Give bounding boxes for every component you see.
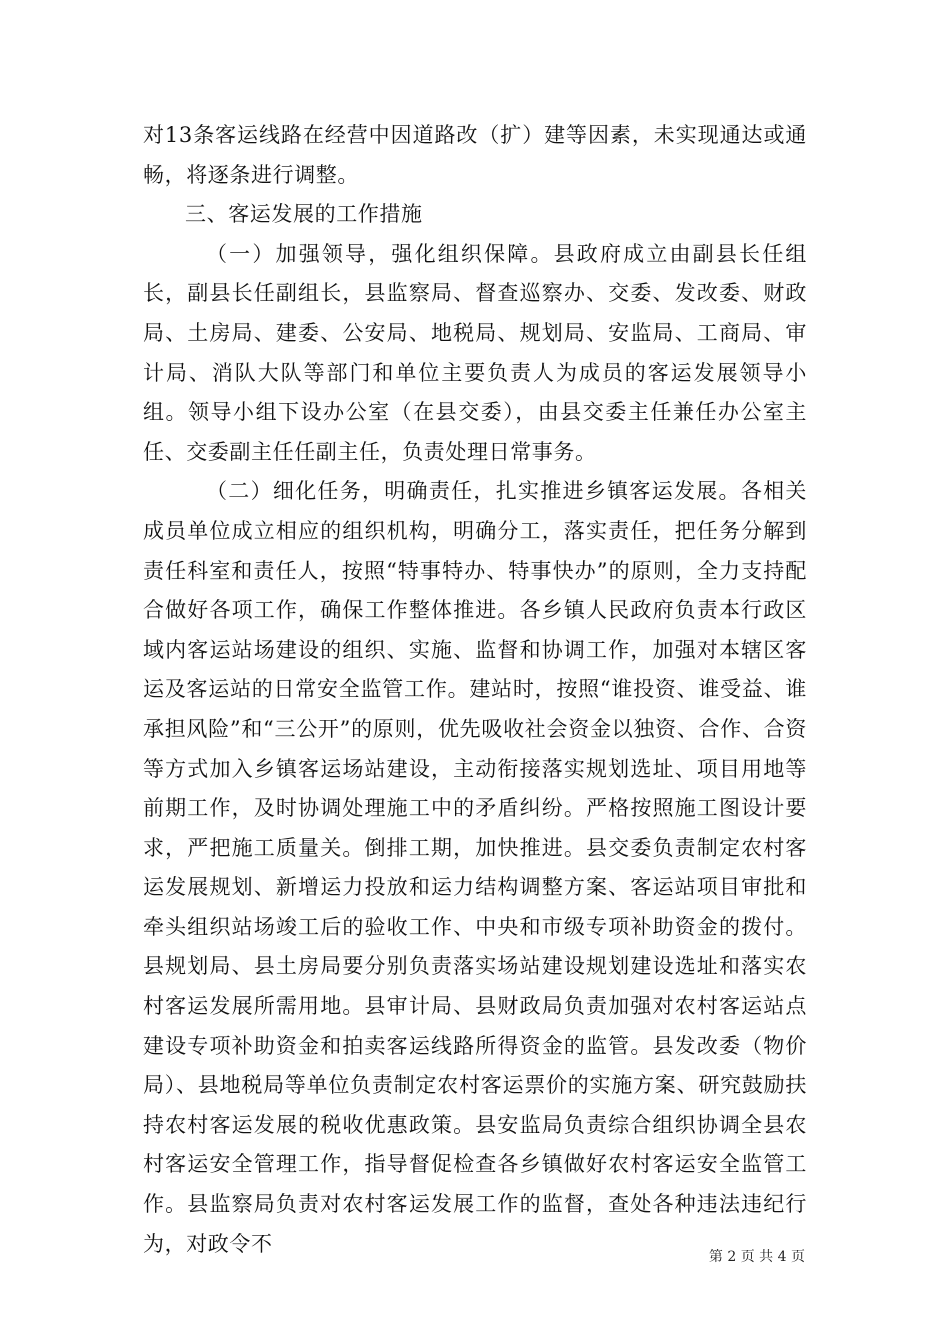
section-heading: 三、客运发展的工作措施 <box>185 202 423 227</box>
paragraph-leadership: （一）加强领导，强化组织保障。县政府成立由副县长任组长，副县长任副组长，县监察局、督查巡察办、交委、发改委、财政局、土房局、建委、公安局、地税局、规划局、安监局、工商局、审计局、消队大队等部门和单位主要负责人为成员的客运发展领导小组。领导小组下设办公室（在县交委），由县交委主任兼任办公室主任、交委副主任任副主任，负责处理日常事务。 <box>143 241 807 464</box>
paragraph-tasks: （二）细化任务，明确责任，扎实推进乡镇客运发展。各相关成员单位成立相应的组织机构，明确分工，落实责任，把任务分解到责任科室和责任人，按照“特事特办、特事快办”的原则，全力支持配合做好各项工作，确保工作整体推进。各乡镇人民政府负责本行政区域内客运站场建设的组织、实施、监督和协调工作，加强对本辖区客运及客运站的日常安全监管工作。建站时，按照“谁投资、谁受益、谁承担风险”和“三公开”的原则，优先吸收社会资金以独资、合作、合资等方式加入乡镇客运场站建设，主动衔接落实规划选址、项目用地等前期工作，及时协调处理施工中的矛盾纠纷。严格按照施工图设计要求，严把施工质量关。倒排工期，加快推进。县交委负责制定农村客运发展规划、新增运力投放和运力结构调整方案、客运站项目审批和牵头组织站场竣工后的验收工作、中央和市级专项补助资金的拨付。县规划局、县土房局要分别负责落实场站建设规划建设选址和落实农村客运发展所需用地。县审计局、县财政局负责加强对农村客运站点建设专项补助资金和拍卖客运线路所得资金的监管。县发改委（物价局）、县地税局等单位负责制定农村客运票价的实施方案、研究鼓励扶持农村客运发展的税收优惠政策。县安监局负责综合组织协调全县农村客运安全管理工作，指导督促检查各乡镇做好农村客运安全监管工作。县监察局负责对农村客运发展工作的监督，查处各种违法违纪行为，对政令不 <box>143 479 807 1256</box>
document-body <box>143 116 807 1264</box>
page-number: 第 2 页 共 4 页 <box>708 1249 805 1265</box>
paragraph-continuation: 对13条客运线路在经营中因道路改（扩）建等因素，未实现通达或通畅，将逐条进行调整。 <box>143 123 807 187</box>
